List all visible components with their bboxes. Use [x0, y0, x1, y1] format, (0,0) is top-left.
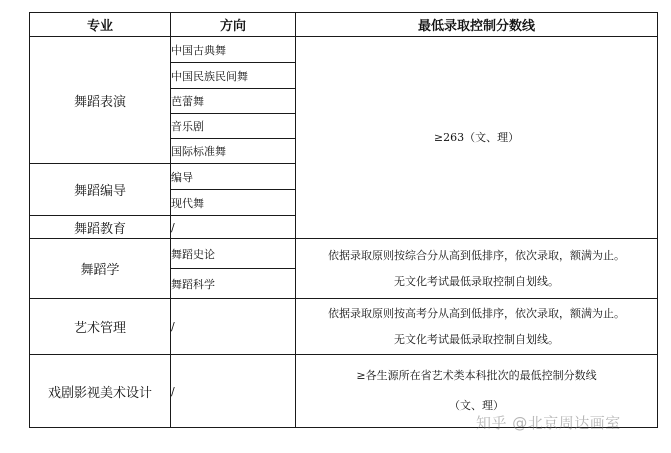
header-min-line: 最低录取控制分数线 [296, 13, 658, 37]
header-major: 专业 [30, 13, 171, 37]
zhihu-watermark: 知乎 @北京周达画室 [476, 414, 621, 432]
header-direction: 方向 [171, 13, 296, 37]
min-line-dance-studies [296, 239, 658, 299]
direction-ballroom: 国际标准舞 [171, 139, 296, 164]
min-line-arts-management-1: 依据录取原则按高考分从高到低排序，依次录取，额满为止。 [328, 306, 625, 320]
table-row [30, 299, 658, 355]
min-line-arts-management [296, 299, 658, 355]
direction-modern-dance: 现代舞 [171, 190, 296, 216]
direction-dance-history: 舞蹈史论 [171, 239, 296, 269]
min-line-arts-management-2: 无文化考试最低录取控制自划线。 [394, 332, 559, 346]
table-row [30, 37, 658, 63]
min-line-stage-design-1: ≥各生源所在省艺术类本科批次的最低控制分数线 [356, 369, 597, 382]
major-choreography: 舞蹈编导 [30, 164, 171, 216]
direction-ballet: 芭蕾舞 [171, 89, 296, 114]
min-line-dance-studies-1: 依据录取原则按综合分从高到低排序，依次录取，额满为止。 [328, 248, 625, 262]
table-row [30, 239, 658, 269]
major-stage-design: 戏剧影视美术设计 [30, 355, 171, 428]
direction-folk-dance: 中国民族民间舞 [171, 63, 296, 89]
direction-musical: 音乐剧 [171, 114, 296, 139]
min-line-dance-studies-2: 无文化考试最低录取控制自划线。 [394, 274, 559, 288]
major-dance-performance: 舞蹈表演 [30, 37, 171, 164]
direction-choreography: 编导 [171, 164, 296, 190]
min-line-stage-design-2: （文、理） [449, 399, 504, 412]
direction-chinese-classical: 中国古典舞 [171, 37, 296, 63]
major-dance-studies: 舞蹈学 [30, 239, 171, 299]
min-line-shared: ≥263（文、理） [296, 37, 658, 239]
major-arts-management: 艺术管理 [30, 299, 171, 355]
admission-score-table [29, 12, 658, 428]
direction-arts-management: / [171, 299, 296, 355]
major-dance-education: 舞蹈教育 [30, 216, 171, 239]
direction-dance-science: 舞蹈科学 [171, 269, 296, 299]
direction-stage-design: / [171, 355, 296, 428]
direction-dance-education: / [171, 216, 296, 239]
